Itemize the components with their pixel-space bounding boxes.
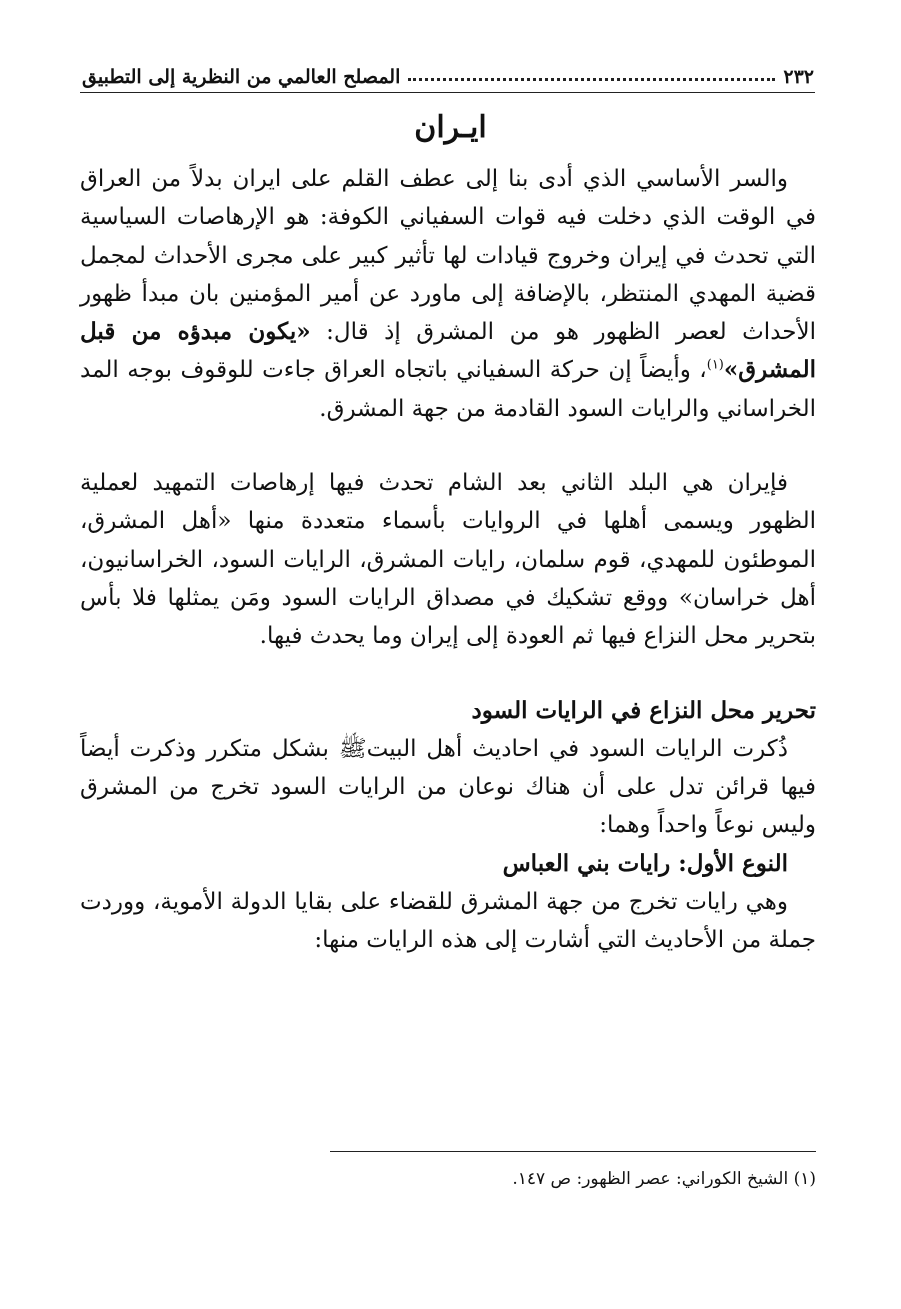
paragraph-1 [80,160,816,428]
quote-text: «يكون مبدؤه من قبل المشرق» [80,318,816,384]
paragraph-1-text: والسر الأساسي الذي أدى بنا إلى عطف القلم على ايران بدلاً من العراق في الوقت الذي دخلت فيه قوات السفياني الكوفة: هو الإرهاصات السياسية التي تحدث في إيران وخروج قيادات لها تأثير كبير على مجرى الأحداث لمجمل قضية المهدي المنتظر، بالإضافة إلى ماورد عن أمير المؤمنين بان مبدأ ظهور الأحداث لعصر الظهور هو من المشرق إذ قال: [80,166,816,346]
page-number: ٢٣٢ [783,66,814,88]
running-header [82,54,814,88]
footnote-rule [330,1151,816,1152]
paragraph-1-end: ، وأيضاً إن حركة السفياني باتجاه العراق جاءت للوقوف بوجه المد الخراساني والرايات السود القادمة من جهة المشرق. [80,357,816,422]
body-text [80,160,816,960]
running-title: المصلح العالمي من النظرية إلى التطبيق [82,66,401,88]
header-rule [80,92,815,93]
section-title: ايـران [414,110,487,145]
paragraph-4: وهي رايات تخرج من جهة المشرق للقضاء على بقايا الدولة الأموية، ووردت جملة من الأحاديث التي أشارت إلى هذه الرايات منها: [80,889,816,954]
subheading-black-banners: تحرير محل النزاع في الرايات السود [471,696,816,724]
subheading-first-type: النوع الأول: رايات بني العباس [502,849,788,877]
leader-dots [408,78,775,81]
footnote: (١) الشيخ الكوراني: عصر الظهور: ص ١٤٧. [512,1169,816,1189]
paragraph-3: ذُكرت الرايات السود في احاديث أهل البيتﷺ بشكل متكرر وذكرت أيضاً فيها قرائن تدل على أن هناك نوعان من الرايات السود تخرج من المشرق وليس نوعاً واحداً وهما: [80,735,816,839]
paragraph-2: فإيران هي البلد الثاني بعد الشام تحدث فيها إرهاصات التمهيد لعملية الظهور ويسمى أهلها في الروايات بأسماء متعددة منها «أهل المشرق، الموطئون للمهدي، قوم سلمان، رايات المشرق، الرايات السود، الخراسانيون، أهل خراسان» ووقع تشكيك في مصداق الرايات السود ومَن يمثلها فلا بأس بتحرير محل النزاع فيها ثم العودة إلى إيران وما يحدث فيها. [80,470,816,650]
footnote-ref: (١) [706,357,724,373]
